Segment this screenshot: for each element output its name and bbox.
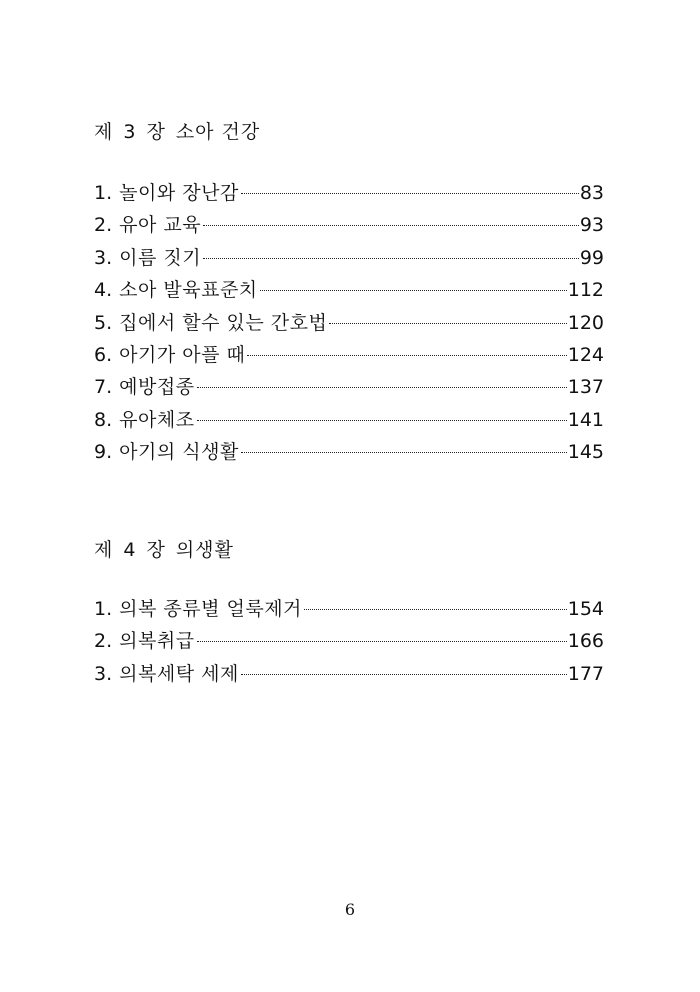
entry-number: 7. <box>94 376 113 399</box>
dot-leader <box>247 355 566 356</box>
entry-title: 이름 짓기 <box>119 246 202 269</box>
toc-entry[interactable] <box>94 339 604 371</box>
dot-leader <box>241 193 579 194</box>
toc-entry[interactable] <box>94 242 604 274</box>
chapter-title: 소아 건강 <box>175 121 261 143</box>
toc-entry[interactable] <box>94 307 604 339</box>
entry-number: 5. <box>94 311 113 334</box>
entry-page: 177 <box>567 662 604 685</box>
entry-title: 예방접종 <box>119 376 195 399</box>
toc-entry[interactable] <box>94 209 604 241</box>
dot-leader <box>197 641 567 642</box>
entry-number: 1. <box>94 598 113 620</box>
entry-title: 유아 교육 <box>119 214 202 237</box>
entry-page: 166 <box>567 630 604 653</box>
dot-leader <box>197 420 567 421</box>
toc-entry[interactable] <box>94 625 604 657</box>
entry-page: 137 <box>567 376 604 399</box>
dot-leader <box>329 323 566 324</box>
dot-leader <box>241 674 567 675</box>
entry-page: 83 <box>579 182 604 204</box>
entry-number: 1. <box>94 182 113 204</box>
toc-entry[interactable] <box>94 274 604 306</box>
chapter-number: 3 <box>123 121 137 143</box>
entry-page: 141 <box>567 408 604 431</box>
entry-number: 2. <box>94 214 113 237</box>
chapter-heading <box>94 117 270 144</box>
dot-leader <box>260 290 567 291</box>
chapter-unit: 장 <box>146 539 166 561</box>
entry-number: 3. <box>94 662 113 685</box>
entry-title: 집에서 할수 있는 간호법 <box>119 311 328 334</box>
page-number: 6 <box>344 900 356 919</box>
chapter-label: 제 <box>94 539 114 561</box>
toc-entry[interactable] <box>94 177 604 209</box>
entry-number: 2. <box>94 630 113 653</box>
toc-list <box>94 593 604 690</box>
dot-leader <box>241 452 567 453</box>
entry-page: 145 <box>567 441 604 464</box>
entry-page: 154 <box>567 598 604 620</box>
entry-title: 의복세탁 세제 <box>119 662 239 685</box>
dot-leader <box>203 225 579 226</box>
toc-entry[interactable] <box>94 404 604 436</box>
entry-title: 아기가 아플 때 <box>119 343 246 366</box>
entry-title: 의복취급 <box>119 630 195 653</box>
entry-page: 124 <box>567 343 604 366</box>
toc-entry[interactable] <box>94 436 604 468</box>
entry-title: 소아 발육표준치 <box>119 279 258 302</box>
entry-number: 9. <box>94 441 113 464</box>
entry-page: 120 <box>567 311 604 334</box>
chapter-number: 4 <box>123 539 137 561</box>
chapter-title: 의생활 <box>175 539 234 561</box>
entry-page: 93 <box>579 214 604 237</box>
dot-leader <box>197 387 567 388</box>
chapter-unit: 장 <box>146 121 166 143</box>
entry-title: 의복 종류별 얼룩제거 <box>119 598 302 620</box>
chapter-label: 제 <box>94 121 114 143</box>
toc-list <box>94 177 604 469</box>
dot-leader <box>304 609 567 610</box>
entry-title: 놀이와 장난감 <box>119 182 239 204</box>
entry-number: 4. <box>94 279 113 302</box>
entry-title: 아기의 식생활 <box>119 441 239 464</box>
entry-page: 112 <box>567 279 604 302</box>
toc-entry[interactable] <box>94 593 604 625</box>
entry-title: 유아체조 <box>119 408 195 431</box>
toc-entry[interactable] <box>94 658 604 690</box>
toc-entry[interactable] <box>94 371 604 403</box>
chapter-heading <box>94 535 244 562</box>
entry-number: 3. <box>94 246 113 269</box>
entry-page: 99 <box>579 246 604 269</box>
entry-number: 8. <box>94 408 113 431</box>
entry-number: 6. <box>94 343 113 366</box>
dot-leader <box>203 258 579 259</box>
